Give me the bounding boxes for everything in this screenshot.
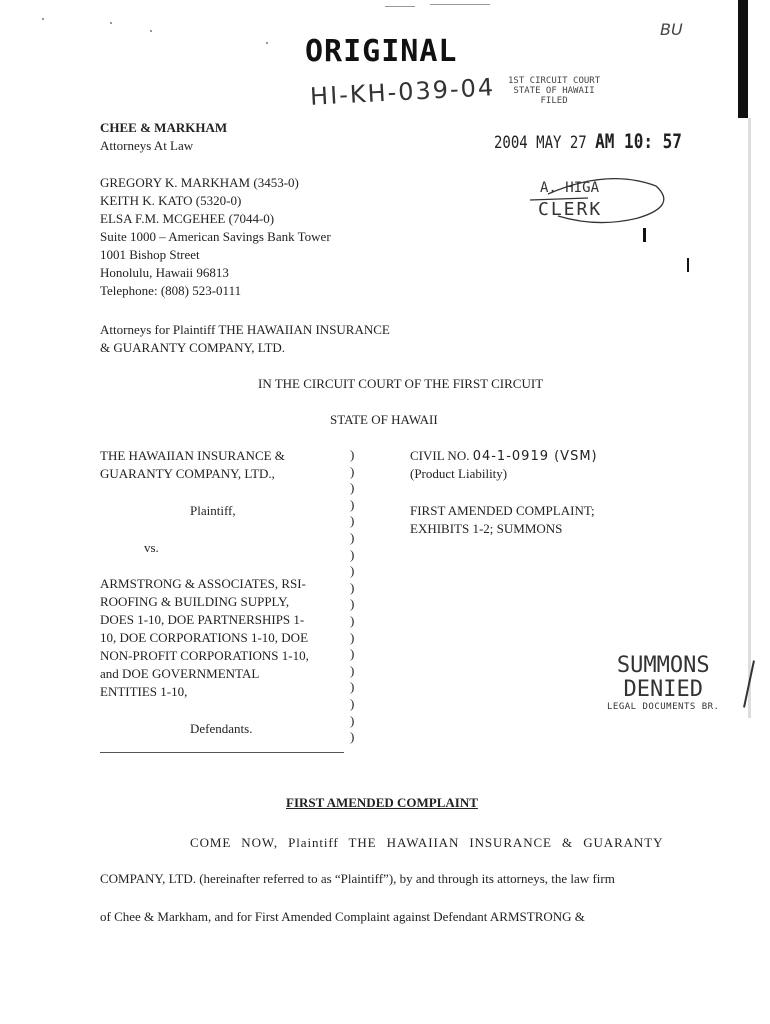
plaintiff-name-line: THE HAWAIIAN INSURANCE &: [100, 448, 285, 463]
summons-stamp-line: DENIED: [623, 677, 703, 702]
scan-speck: [42, 18, 44, 20]
address-line: Honolulu, Hawaii 96813: [100, 265, 229, 280]
original-stamp: ORIGINAL: [305, 34, 458, 69]
court-name: IN THE CIRCUIT COURT OF THE FIRST CIRCUIT: [258, 376, 544, 391]
firm-subtitle: Attorneys At Law: [100, 138, 194, 153]
complaint-heading: FIRST AMENDED COMPLAINT: [286, 795, 478, 810]
body-text-line: of Chee & Markham, and for First Amended Complaint against Defendant ARMSTRONG &: [100, 909, 585, 924]
firm-name: CHEE & MARKHAM: [100, 120, 228, 135]
scan-edge: [748, 118, 751, 718]
caption-separator: [100, 752, 344, 753]
summons-stamp-line: LEGAL DOCUMENTS BR.: [607, 702, 720, 712]
defendant-line: and DOE GOVERNMENTAL: [100, 666, 260, 681]
court-stamp-line: FILED: [540, 96, 568, 106]
caption-paren-column: ) ) ) ) ) ) ) ) ) ) ) ) ) ) ) ) ) ): [350, 447, 355, 745]
filed-date: 2004 MAY 27: [494, 133, 587, 153]
civil-number: [410, 447, 598, 465]
clerk-name: A. HIGA: [540, 180, 600, 196]
handwritten-case-code: HI-KH-039-04: [309, 73, 496, 111]
court-state: STATE OF HAWAII: [330, 412, 438, 427]
filed-date-stamp: [494, 130, 682, 153]
telephone-line: Telephone: (808) 523-0111: [100, 283, 242, 298]
defendant-line: ROOFING & BUILDING SUPPLY,: [100, 594, 290, 609]
scan-speck: [110, 22, 112, 24]
document-title-line: FIRST AMENDED COMPLAINT;: [410, 503, 595, 518]
scan-speck: [385, 6, 415, 7]
scan-speck: [150, 30, 152, 32]
defendant-role: Defendants.: [190, 721, 253, 736]
scan-speck: [430, 4, 490, 5]
attorneys-for-line: & GUARANTY COMPANY, LTD.: [100, 340, 286, 355]
defendant-line: ARMSTRONG & ASSOCIATES, RSI-: [100, 576, 306, 591]
body-text-line: COMPANY, LTD. (hereinafter referred to as “Plaintiff”), by and through its attorneys, the law firm: [100, 871, 615, 886]
scan-mark: [687, 258, 689, 272]
defendant-line: DOES 1-10, DOE PARTNERSHIPS 1-: [100, 612, 305, 627]
attorney-line: KEITH K. KATO (5320-0): [100, 193, 242, 208]
defendant-line: NON-PROFIT CORPORATIONS 1-10,: [100, 648, 309, 663]
attorney-line: ELSA F.M. MCGEHEE (7044-0): [100, 211, 275, 226]
clerk-title: CLERK: [538, 199, 603, 220]
scan-mark: [643, 228, 646, 242]
plaintiff-role: Plaintiff,: [190, 503, 236, 518]
attorneys-for-line: Attorneys for Plaintiff THE HAWAIIAN INSURANCE: [100, 322, 390, 337]
versus: vs.: [144, 540, 159, 555]
address-line: 1001 Bishop Street: [100, 247, 200, 262]
court-stamp-line: 1ST CIRCUIT COURT: [508, 76, 601, 86]
corner-mark: BU: [660, 20, 683, 39]
body-text-line: COME NOW, Plaintiff THE HAWAIIAN INSURANCE & GUARANTY: [190, 835, 664, 850]
scan-speck: [266, 42, 268, 44]
plaintiff-name-line: GUARANTY COMPANY, LTD.,: [100, 466, 275, 481]
address-line: Suite 1000 – American Savings Bank Tower: [100, 229, 331, 244]
document-title-line: EXHIBITS 1-2; SUMMONS: [410, 521, 563, 536]
filed-time: AM 10: 57: [595, 130, 682, 153]
case-type: (Product Liability): [410, 466, 508, 481]
scan-border: [738, 0, 748, 118]
court-stamp-line: STATE OF HAWAII: [513, 86, 595, 96]
civil-number-handwritten: 04-1-0919 (VSM): [472, 449, 598, 464]
attorney-line: GREGORY K. MARKHAM (3453-0): [100, 175, 299, 190]
civil-number-label: CIVIL NO.: [410, 448, 470, 463]
summons-stamp-line: SUMMONS: [616, 653, 710, 678]
summons-denied-stamp: [607, 654, 719, 712]
defendant-line: 10, DOE CORPORATIONS 1-10, DOE: [100, 630, 309, 645]
court-filed-stamp: [508, 76, 600, 106]
defendant-line: ENTITIES 1-10,: [100, 684, 188, 699]
